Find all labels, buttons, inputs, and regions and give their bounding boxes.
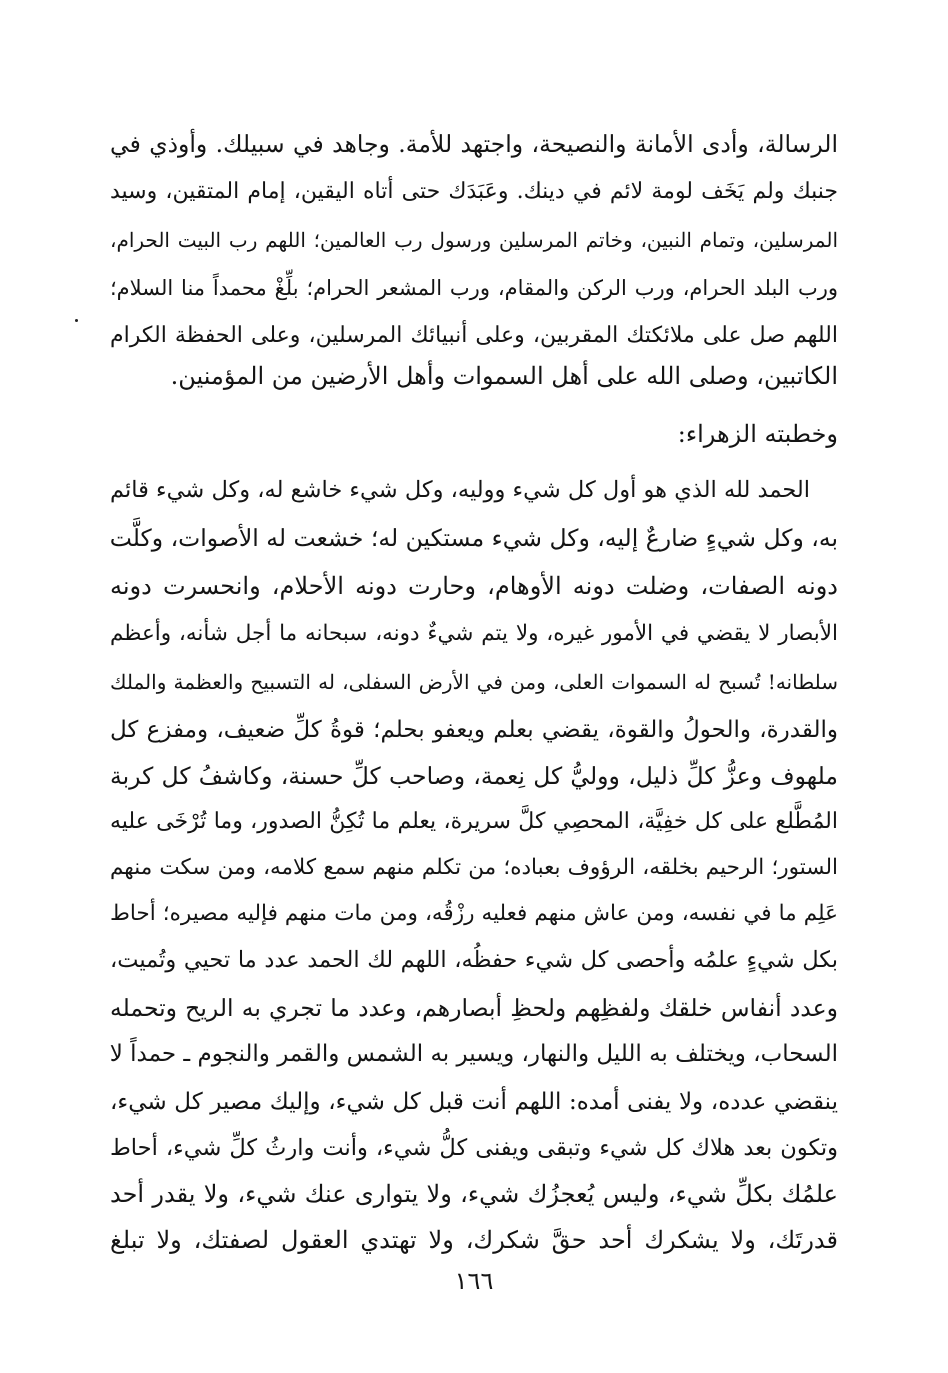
paragraph-2-line: به، وكل شيءٍ ضارعٌ إليه، وكل شيء مستكين له؛ خشعت له الأصوات، وكلَّت <box>109 524 838 552</box>
paragraph-2-line: الحمد لله الذي هو أول كل شيء ووليه، وكل شيء خاشع له، وكل شيء قائم <box>110 477 810 503</box>
paragraph-2-line: ملهوف وعزُّ كلِّ ذليل، ووليُّ كل نِعمة، وصاحب كلِّ حسنة، وكاشفُ كل كربة <box>110 762 838 790</box>
paragraph-2-line: دونه الصفات، وضلت دونه الأوهام، وحارت دونه الأحلام، وانحسرت دونه <box>110 572 838 600</box>
paragraph-2-line: علمُك بكلِّ شيء، وليس يُعجزُك شيء، ولا يتوارى عنك شيء، ولا يقدر أحد <box>110 1180 838 1208</box>
paragraph-2-line: وتكون بعد هلاك كل شيء وتبقى ويفنى كلُّ شيء، وأنت وارثُ كلِّ شيء، أحاط <box>110 1135 838 1161</box>
paragraph-1-line: اللهم صل على ملائكتك المقربين، وعلى أنبيائك المرسلين، وعلى الحفظة الكرام <box>110 323 838 348</box>
paragraph-1-line: المرسلين، وتمام النبين، وخاتم المرسلين ورسول رب العالمين؛ اللهم رب البيت الحرام، <box>110 228 838 252</box>
paragraph-2-line: سلطانه! تُسبح له السموات العلى، ومن في الأرض السفلى، له التسبيح والعظمة والملك <box>110 670 838 694</box>
paragraph-2-line: الستور؛ الرحيم بخلقه، الرؤوف بعباده؛ من تكلم منهم سمع كلامه، ومن سكت منهم <box>110 855 838 880</box>
paragraph-2-line: المُطَّلع على كل خفِيَّة، المحصِي كلَّ سريرة، يعلم ما تُكِنُّ الصدور، وما تُرْخَى عليه <box>110 809 838 834</box>
ink-speck <box>75 319 78 322</box>
paragraph-2-line: وعدد أنفاس خلقك ولفظِهم ولحظِ أبصارهم، وعدد ما تجري به الريح وتحمله <box>110 994 838 1022</box>
paragraph-2-line: بكل شيءٍ علمُه وأحصى كل شيء حفظُه، اللهم لك الحمد عدد ما تحيي وتُميت، <box>110 947 838 973</box>
paragraph-1-line: جنبك ولم يَخَف لومة لائم في دينك. وعَبَدَك حتى أتاه اليقين، إمام المتقين، وسيد <box>110 179 838 204</box>
paragraph-2-line: والقدرة، والحولُ والقوة، يقضي بعلم ويعفو بحلم؛ قوةُ كلِّ ضعيف، ومفزع كل <box>110 717 838 743</box>
paragraph-2-line: قدرتَك، ولا يشكرك أحد حقَّ شكرك، ولا تهتدي العقول لصفتك، ولا تبلغ <box>110 1226 838 1254</box>
paragraph-1-line: ورب البلد الحرام، ورب الركن والمقام، ورب المشعر الحرام؛ بلِّغْ محمداً منا السلام؛ <box>110 276 838 300</box>
section-heading: وخطبته الزهراء: <box>677 420 838 448</box>
paragraph-1-line: الكاتبين، وصلى الله على أهل السموات وأهل الأرضين من المؤمنين. <box>170 362 838 390</box>
paragraph-2-line: الأبصار لا يقضي في الأمور غيره، ولا يتم شيءٌ دونه، سبحانه ما أجل شأنه، وأعظم <box>110 621 838 646</box>
paragraph-2-line: السحاب، ويختلف به الليل والنهار، ويسير به الشمس والقمر والنجوم ـ حمداً لا <box>109 1041 838 1067</box>
page-number: ١٦٦ <box>454 1267 494 1295</box>
paragraph-1-line: الرسالة، وأدى الأمانة والنصيحة، واجتهد للأمة. وجاهد في سبيلك. وأوذي في <box>110 130 838 158</box>
paragraph-2-line: ينقضي عدده، ولا يفنى أمده: اللهم أنت قبل كل شيء، وإليك مصير كل شيء، <box>110 1089 838 1115</box>
paragraph-2-line: عَلِم ما في نفسه، ومن عاش منهم فعليه رزْقُه، ومن مات منهم فإليه مصيره؛ أحاط <box>110 901 838 926</box>
